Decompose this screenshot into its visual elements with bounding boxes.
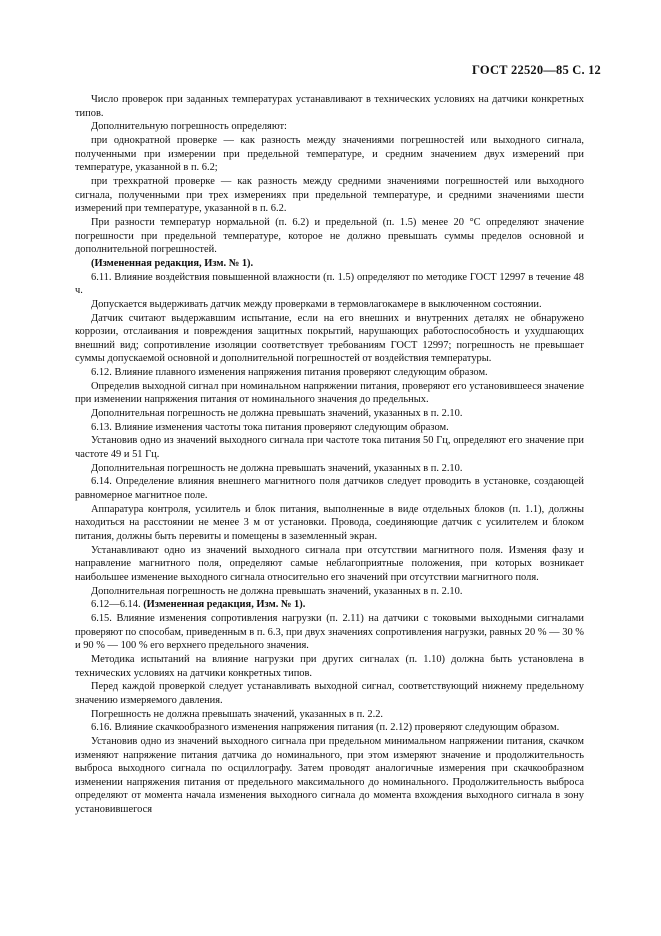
- page-header: ГОСТ 22520—85 С. 12: [472, 63, 601, 77]
- paragraph: Дополнительная погрешность не должна превышать значений, указанных в п. 2.10.: [91, 585, 463, 597]
- paragraph: Методика испытаний на влияние нагрузки при других сигналах (п. 1.10) должна быть установлена в технических условиях на датчики конкретных типов.: [75, 653, 584, 679]
- paragraph: Установив одно из значений выходного сигнала при частоте тока питания 50 Гц, определяют его значение при частоте 49 и 51 Гц.: [75, 435, 584, 461]
- paragraph: Аппаратура контроля, усилитель и блок питания, выполненные в виде отдельных блоков (п. 1.1), должны находиться на расстоянии не менее 3 м от установки. Провода, соединяющие датчик с усилителем и блоком питания, должны быть перевиты и помещены в заземленный экран.: [75, 503, 584, 542]
- paragraph: Устанавливают одно из значений выходного сигнала при отсутствии магнитного поля. Изменяя фазу и направление магнитного поля, определяют самые неблагоприятные положения, при которых возникает наибольшее изменение выходного сигнала относительно его значений при отсутствии магнитного поля.: [75, 544, 584, 583]
- paragraph: Дополнительная погрешность не должна превышать значений, указанных в п. 2.10.: [91, 462, 463, 474]
- paragraph: Число проверок при заданных температурах устанавливают в технических условиях на датчики конкретных типов.: [75, 94, 584, 119]
- paragraph: Определив выходной сигнал при номинальном напряжении питания, проверяют его установившееся значение при изменении напряжения питания от номинального значения до предельных.: [75, 380, 584, 406]
- paragraph: 6.11. Влияние воздействия повышенной влажности (п. 1.5) определяют по методике ГОСТ 12997 в течение 48 ч.: [75, 271, 584, 297]
- paragraph: При разности температур нормальной (п. 6.2) и предельной (п. 1.5) менее 20 °С определяют значение погрешности при предельной температуре, которое не должно превышать суммы пределов основной и дополнительной погрешностей.: [75, 216, 584, 256]
- paragraph: 6.14. Определение влияния внешнего магнитного поля датчиков следует проводить в установке, создающей равномерное магнитное поле.: [75, 476, 584, 502]
- paragraph: (Измененная редакция, Изм. № 1).: [91, 257, 254, 269]
- document-body: [75, 93, 584, 817]
- paragraph: Установив одно из значений выходного сигнала при предельном минимальном напряжении питания, скачком изменяют напряжение питания датчика до номинального, при этом измеряют значение и продолжительность выброса выходного сигнала по осциллографу. Затем проводят аналогичные измерения при скачкообразном изменении напряжения питания от предельного максимального до номинального. Продолжительность выброса определяют от момента начала изменения выходного сигнала до момента вхождения выходного сигнала в зону установившегося: [75, 735, 584, 816]
- paragraph: 6.16. Влияние скачкообразного изменения напряжения питания (п. 2.12) проверяют следующим образом.: [91, 722, 560, 734]
- paragraph: Дополнительную погрешность определяют:: [91, 121, 287, 133]
- paragraph: 6.15. Влияние изменения сопротивления нагрузки (п. 2.11) на датчики с токовыми выходными сигналами проверяют по способам, приведенным в п. 6.3, при двух значениях сопротивления нагрузки, равных 20 % — 30 % и 90 % — 100 % его верхнего предельного значения.: [75, 612, 584, 652]
- paragraph: при трехкратной проверке — как разность между средними значениями погрешностей или выходного сигнала, полученными при трех измерениях при предельной температуре, и средними значениями шести измерений при температуре, указанной в п. 6.2.: [75, 175, 584, 215]
- paragraph: при однократной проверке — как разность между значениями погрешностей или выходного сигнала, полученными при измерении при предельной температуре, и средним значением двух измерений при температуре, указанной в п. 6.2;: [75, 134, 584, 174]
- paragraph: Датчик считают выдержавшим испытание, если на его внешних и внутренних деталях не обнаружено коррозии, отслаивания и повреждения защитных покрытий, нарушающих работоспособность и ухудшающих внешний вид; сопротивление изоляции соответствует требованиям ГОСТ 12997; погрешность не превышает суммы допускаемой основной и дополнительной погрешностей от воздействия температуры.: [75, 312, 584, 365]
- paragraph: 6.13. Влияние изменения частоты тока питания проверяют следующим образом.: [91, 421, 449, 433]
- paragraph: Погрешность не должна превышать значений, указанных в п. 2.2.: [91, 708, 384, 720]
- paragraph: Допускается выдерживать датчик между проверками в термовлагокамере в выключенном состоянии.: [91, 298, 542, 310]
- paragraph: 6.12—6.14. (Измененная редакция, Изм. № 1).: [91, 599, 306, 611]
- paragraph: Дополнительная погрешность не должна превышать значений, указанных в п. 2.10.: [91, 408, 463, 420]
- paragraph: Перед каждой проверкой следует устанавливать выходной сигнал, соответствующий нижнему предельному значению измеряемого давления.: [75, 681, 584, 706]
- paragraph: 6.12. Влияние плавного изменения напряжения питания проверяют следующим образом.: [91, 367, 488, 379]
